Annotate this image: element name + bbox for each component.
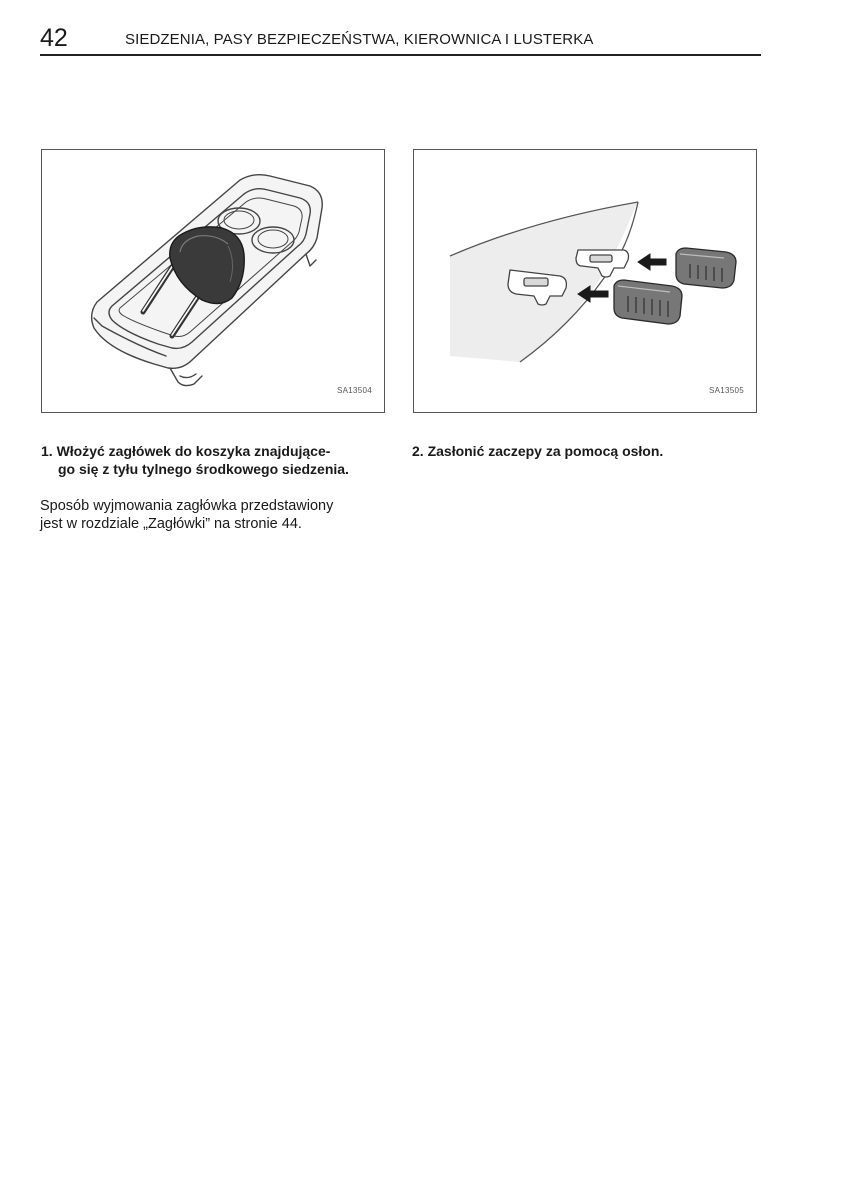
note-paragraph bbox=[40, 497, 400, 533]
step-2-line-1: 2. Zasłonić zaczepy za pomocą osłon. bbox=[412, 443, 664, 459]
headrest-in-seat-basket-illustration bbox=[42, 150, 385, 413]
step-1-instruction bbox=[41, 442, 401, 478]
figure-code: SA13504 bbox=[336, 386, 372, 395]
note-line-2: jest w rozdziale „Zagłówki” na stronie 44. bbox=[40, 516, 302, 532]
page-header bbox=[40, 22, 761, 56]
step-2-instruction bbox=[412, 442, 772, 460]
figure-headrest-storage bbox=[41, 149, 385, 413]
covers-over-hooks-illustration bbox=[414, 150, 757, 413]
step-1-line-1: 1. Włożyć zagłówek do koszyka znajdujące- bbox=[41, 443, 331, 459]
figure-hook-covers bbox=[413, 149, 757, 413]
step-1-line-2: go się z tyłu tylnego środkowego siedzenia. bbox=[58, 461, 349, 477]
figure-code: SA13505 bbox=[708, 386, 744, 395]
section-title: SIEDZENIA, PASY BEZPIECZEŃSTWA, KIEROWNICA I LUSTERKA bbox=[125, 31, 594, 48]
page-number: 42 bbox=[40, 24, 68, 52]
note-line-1: Sposób wyjmowania zagłówka przedstawiony bbox=[40, 498, 334, 514]
